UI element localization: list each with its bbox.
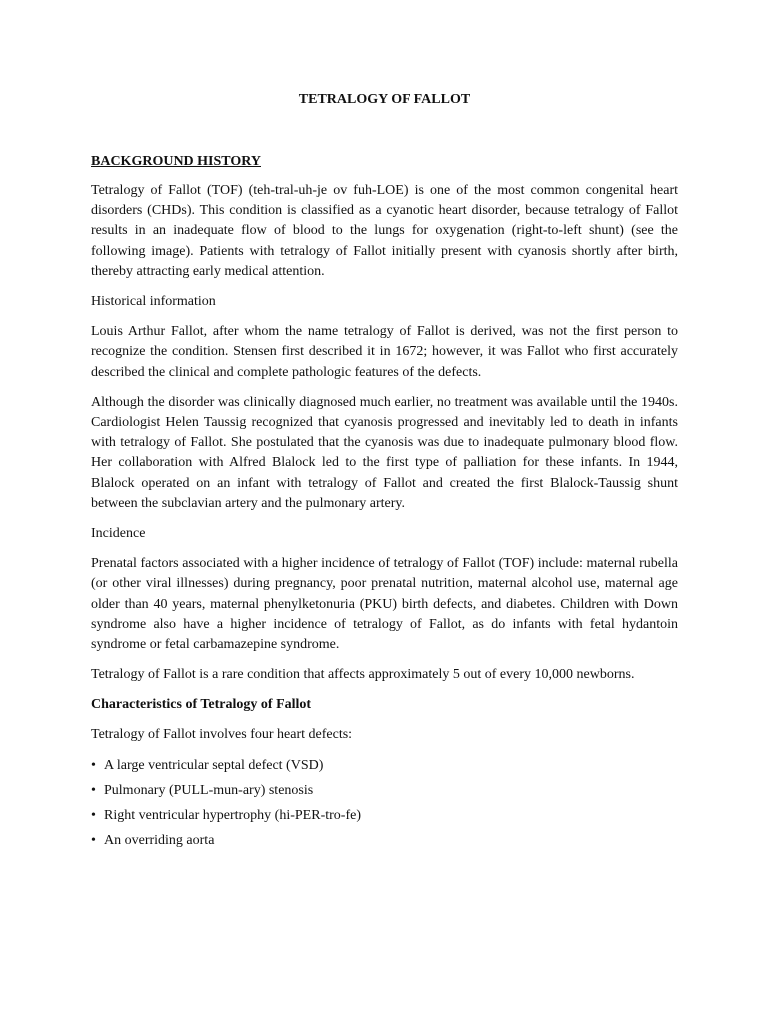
- section-heading-background-history: BACKGROUND HISTORY: [91, 154, 261, 169]
- list-item: [91, 781, 678, 801]
- bullet-icon: •: [91, 757, 96, 773]
- paragraph-intro: Tetralogy of Fallot (TOF) (teh-tral-uh-je ov fuh-LOE) is one of the most common congenital heart disorders (CHDs). This condition is classified as a cyanotic heart disorder, because tetralogy of Fallot results in an inadequate flow of blood to the lungs for oxygenation (right-to-left shunt) (see the following image). Patients with tetralogy of Fallot initially present with cyanosis shortly after birth, thereby attracting early medical attention.: [91, 183, 678, 279]
- subheading-characteristics: Characteristics of Tetralogy of Fallot: [91, 697, 312, 713]
- document-title: TETRALOGY OF FALLOT: [298, 92, 471, 107]
- list-item: [91, 831, 678, 851]
- list-item: [91, 756, 678, 776]
- paragraph-fallot-history: Louis Arthur Fallot, after whom the name tetralogy of Fallot is derived, was not the first person to recognize the condition. Stensen first described it in 1672; however, it was Fallot who first accurately described the clinical and complete pathologic features of the defects.: [91, 324, 678, 380]
- subheading-incidence: Incidence: [91, 526, 146, 542]
- list-item: [91, 806, 678, 826]
- paragraph-prevalence: Tetralogy of Fallot is a rare condition that affects approximately 5 out of every 10,000 newborns.: [91, 667, 635, 683]
- list-item-text: Pulmonary (PULL-mun-ary) stenosis: [104, 782, 314, 798]
- paragraph-characteristics-intro: Tetralogy of Fallot involves four heart defects:: [91, 727, 353, 743]
- bullet-icon: •: [91, 807, 96, 823]
- subheading-historical-information: Historical information: [91, 294, 216, 310]
- document-body: [91, 181, 678, 856]
- list-item-text: Right ventricular hypertrophy (hi-PER-tro-fe): [104, 807, 361, 823]
- defects-list: [91, 756, 678, 851]
- paragraph-treatment-history: Although the disorder was clinically diagnosed much earlier, no treatment was available until the 1940s. Cardiologist Helen Taussig recognized that cyanosis progressed and inevitably led to death in infants with tetralogy of Fallot. She postulated that the cyanosis was due to inadequate pulmonary blood flow. Her collaboration with Alfred Blalock led to the first type of palliation for these infants. In 1944, Blalock operated on an infant with tetralogy of Fallot and created the first Blalock-Taussig shunt between the subclavian artery and the pulmonary artery.: [91, 394, 678, 511]
- bullet-icon: •: [91, 832, 96, 848]
- bullet-icon: •: [91, 782, 96, 798]
- list-item-text: An overriding aorta: [104, 832, 215, 848]
- paragraph-prenatal-factors: Prenatal factors associated with a higher incidence of tetralogy of Fallot (TOF) include: maternal rubella (or other viral illnesses) during pregnancy, poor prenatal nutrition, maternal alcohol use, maternal age older than 40 years, maternal phenylketonuria (PKU) birth defects, and diabetes. Children with Down syndrome also have a higher incidence of tetralogy of Fallot, as do infants with fetal hydantoin syndrome or fetal carbamazepine syndrome.: [91, 556, 678, 653]
- list-item-text: A large ventricular septal defect (VSD): [104, 757, 324, 773]
